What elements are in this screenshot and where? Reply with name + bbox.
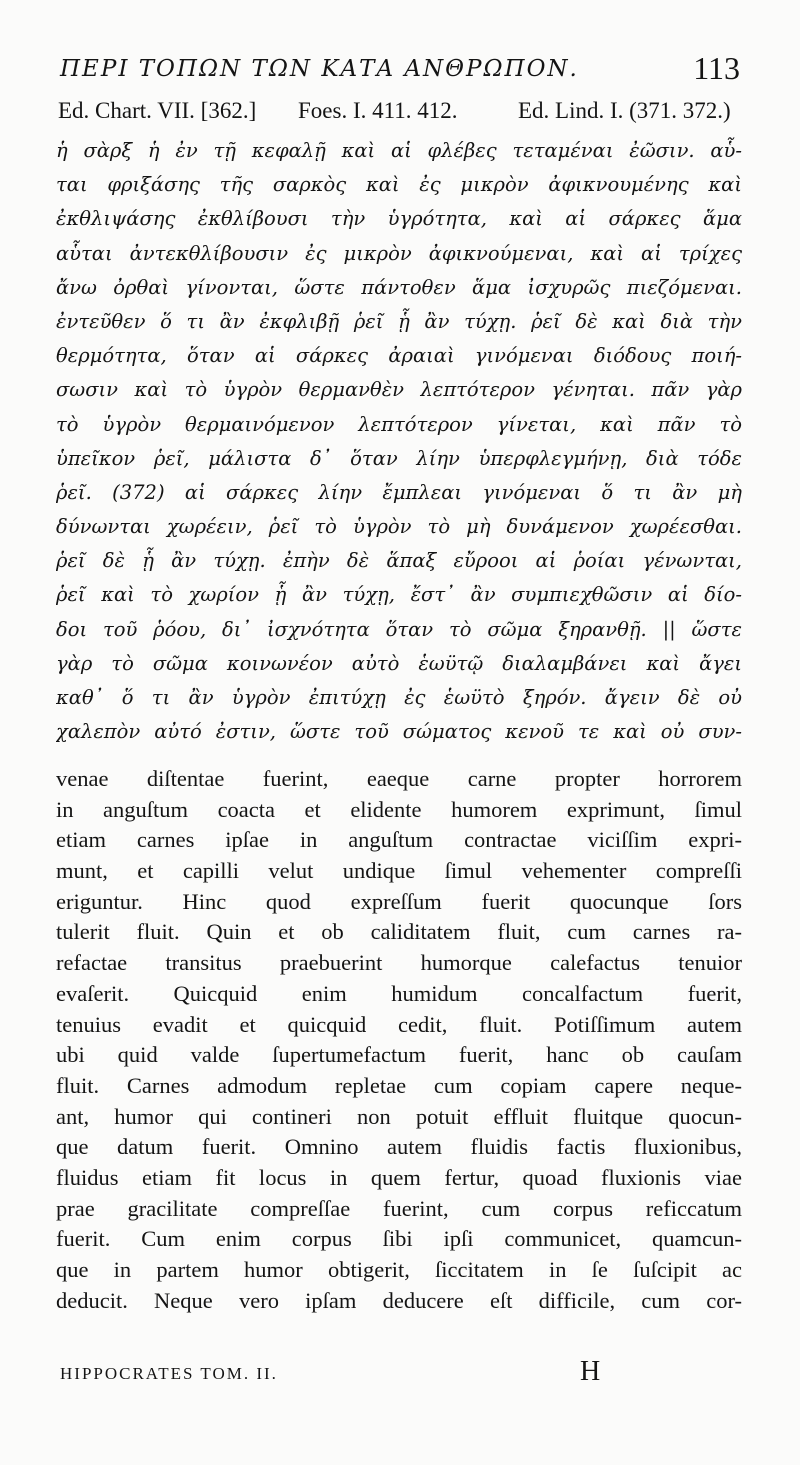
greek-line: θερμότητα, ὅταν αἱ σάρκες ἀραιαὶ γινόμεναι διόδους ποιή- [56, 344, 742, 368]
latin-line: ant, humor qui contineri non potuit effluit fluitque quocun- [56, 1103, 742, 1129]
greek-text-block [56, 134, 742, 749]
edition-references [58, 98, 742, 132]
greek-line: ῥεῖ. (372) αἱ σάρκες λίην ἔμπλεαι γινόμεναι ὅ τι ἂν μὴ [56, 480, 742, 504]
greek-line: σωσιν καὶ τὸ ὑγρὸν θερμανθὲν λεπτότερον γένηται. πᾶν γὰρ [56, 378, 742, 402]
latin-line: fuerit. Cum enim corpus ſibi ipſi communicet, quamcun- [56, 1226, 742, 1252]
latin-line: venae diſtentae fuerint, eaeque carne propter horrorem [56, 766, 742, 791]
greek-line: τὸ ὑγρὸν θερμαινόμενον λεπτότερον γίνεται, καὶ πᾶν τὸ [56, 412, 742, 436]
running-head [60, 46, 740, 94]
greek-line: ἄνω ὀρθαὶ γίνονται, ὥστε πάντοθεν ἅμα ἰσχυρῶς πιεζόμεναι. [56, 275, 742, 299]
latin-line: evaſerit. Quicquid enim humidum concalfactum fuerit, [56, 980, 742, 1006]
latin-line: ubi quid valde ſupertumefactum fuerit, hanc ob cauſam [56, 1042, 742, 1068]
greek-line: ἐκθλιψάσης ἐκθλίβουσι τὴν ὑγρότητα, καὶ αἱ σάρκες ἅμα [56, 207, 742, 231]
ref-chartier: Ed. Chart. VII. [362.] [58, 98, 257, 123]
latin-line: eriguntur. Hinc quod expreſſum fuerit quocunque ſors [56, 888, 742, 914]
latin-line: deducit. Neque vero ipſam deducere eſt difficile, cum cor- [56, 1287, 742, 1313]
greek-line: καθ᾽ ὅ τι ἂν ὑγρὸν ἐπιτύχῃ ἐς ἑωϋτὸ ξηρόν. ἄγειν δὲ οὐ [56, 686, 742, 709]
latin-line: in anguſtum coacta et elidente humorem exprimunt, ſimul [56, 796, 742, 822]
greek-line: ῥεῖ καὶ τὸ χωρίον ᾗ ἂν τύχῃ, ἔστ᾽ ἂν συμπιεχθῶσιν αἱ δίο- [56, 583, 742, 607]
greek-line: ται φριξάσης τῆς σαρκὸς καὶ ἐς μικρὸν ἀφικνουμένης καὶ [56, 173, 742, 197]
greek-line: δοι τοῦ ῥόου, δι᾽ ἰσχνότητα ὅταν τὸ σῶμα ξηρανθῇ. || ὥστε [56, 617, 742, 641]
greek-line: αὗται ἀντεκθλίβουσιν ἐς μικρὸν ἀφικνούμεναι, καὶ αἱ τρίχες [56, 241, 742, 265]
greek-line: δύνωνται χωρέειν, ῥεῖ τὸ ὑγρὸν τὸ μὴ δυνάμενον χωρέεσθαι. [56, 515, 742, 539]
printer-signature: HIPPOCRATES TOM. II. [60, 1364, 278, 1383]
greek-line: ἐντεῦθεν ὅ τι ἂν ἐκφλιβῇ ῥεῖ ᾗ ἂν τύχῃ. ῥεῖ δὲ καὶ διὰ τὴν [56, 309, 742, 333]
latin-line: que in partem humor obtigerit, ſiccitatem in ſe ſuſcipit ac [56, 1257, 742, 1282]
latin-line: tulerit fluit. Quin et ob caliditatem fluit, cum carnes ra- [56, 919, 742, 945]
greek-line: ῥεῖ δὲ ᾗ ἂν τύχῃ. ἐπὴν δὲ ἅπαξ εὔροοι αἱ ῥοίαι γένωνται, [56, 549, 742, 573]
latin-line: fluit. Carnes admodum repletae cum copiam capere neque- [56, 1072, 742, 1098]
latin-translation-block [56, 764, 742, 1316]
greek-line: χαλεπὸν αὐτό ἐστιν, ὥστε τοῦ σώματος κενοῦ τε καὶ οὐ συν- [56, 720, 742, 744]
page-number: 113 [693, 50, 740, 86]
latin-line: fluidus etiam fit locus in quem fertur, quoad fluxionis viae [56, 1164, 742, 1190]
ref-lind: Ed. Lind. I. (371. 372.) [518, 98, 731, 123]
signature-mark: H [580, 1356, 601, 1387]
latin-line: que datum fuerit. Omnino autem fluidis factis fluxionibus, [56, 1134, 742, 1160]
latin-line: prae gracilitate compreſſae fuerint, cum corpus reficcatum [56, 1195, 742, 1221]
greek-line: ὑπεῖκον ῥεῖ, μάλιστα δ᾽ ὅταν λίην ὑπερφλεγμήνῃ, διὰ τόδε [56, 446, 742, 470]
greek-line: ἡ σὰρξ ἡ ἐν τῇ κεφαλῇ καὶ αἱ φλέβες τεταμέναι ἐῶσιν. αὗ- [56, 139, 742, 162]
ref-foes: Foes. I. 411. 412. [298, 98, 458, 123]
running-title: ΠΕΡΙ ΤΟΠΩΝ ΤΩΝ ΚΑΤΑ ΑΝΘΡΩΠΟΝ. [60, 56, 579, 82]
latin-line: refactae transitus praebuerint humorque calefactus tenuior [56, 950, 742, 976]
latin-line: tenuius evadit et quicquid cedit, fluit. Potiſſimum autem [56, 1011, 742, 1037]
latin-line: munt, et capilli velut undique ſimul vehementer compreſſi [56, 858, 742, 884]
greek-line: γὰρ τὸ σῶμα κοινωνέον αὐτὸ ἑωϋτῷ διαλαμβάνει καὶ ἄγει [56, 651, 742, 675]
latin-line: etiam carnes ipſae in anguſtum contractae viciſſim expri- [56, 827, 742, 853]
